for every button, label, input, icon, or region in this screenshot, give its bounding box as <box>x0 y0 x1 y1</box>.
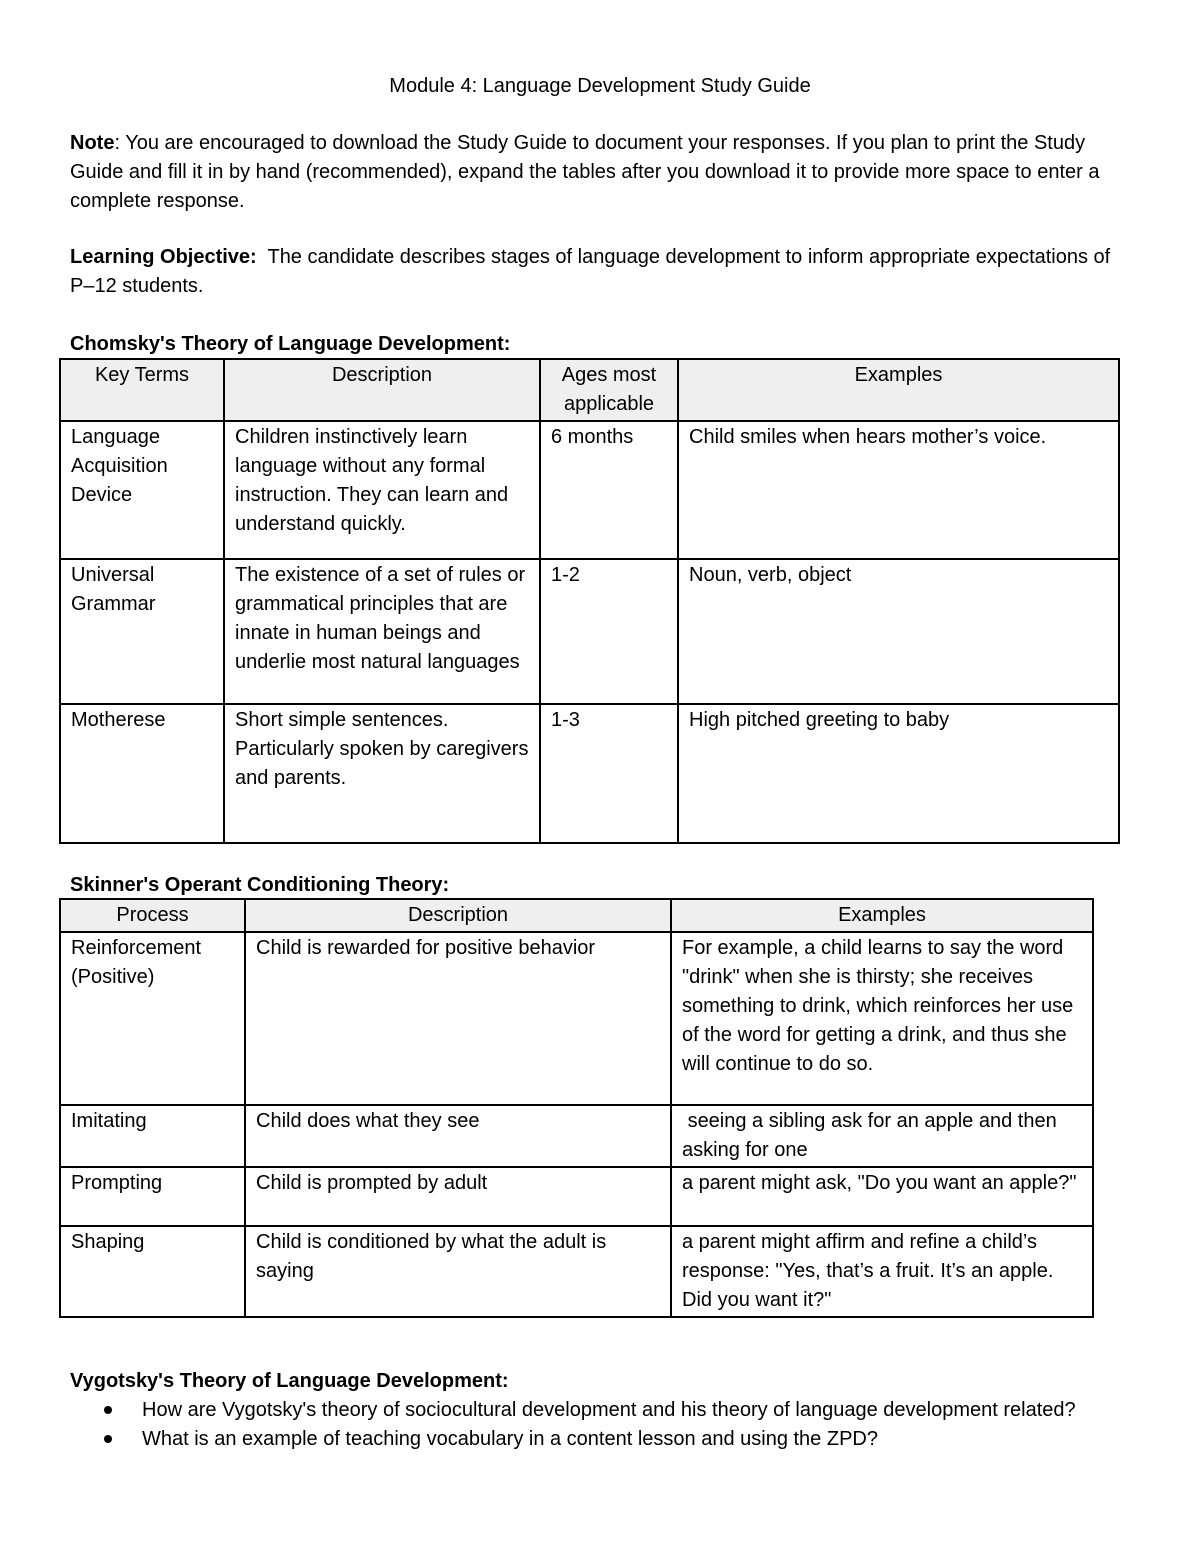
table-row <box>60 1226 1093 1317</box>
process-cell: Prompting <box>60 1167 245 1226</box>
description-cell: The existence of a set of rules or grammatical principles that are innate in human beings and underlie most natural languages <box>224 559 540 704</box>
example-cell: For example, a child learns to say the word "drink" when she is thirsty; she receives something to drink, which reinforces her use of the word for getting a drink, and thus she will continue to do so. <box>671 932 1093 1105</box>
process-cell: Shaping <box>60 1226 245 1317</box>
key-term-cell: Universal Grammar <box>60 559 224 704</box>
note-text: : You are encouraged to download the Study Guide to document your responses. If you plan to print the Study Guide and fill it in by hand (recommended), expand the tables after you download it to provide more space to enter a complete response. <box>70 132 1100 212</box>
example-cell: Noun, verb, object <box>678 559 1119 704</box>
page-title: Module 4: Language Development Study Guide <box>389 75 811 97</box>
process-cell: Imitating <box>60 1105 245 1167</box>
learning-objective-label: Learning Objective: <box>70 246 257 268</box>
vygotsky-heading: Vygotsky's Theory of Language Development: <box>70 1370 509 1392</box>
description-cell: Child is rewarded for positive behavior <box>245 932 671 1105</box>
chomsky-header-examples: Examples <box>678 359 1119 421</box>
table-row <box>60 1167 1093 1226</box>
key-term-cell: Language Acquisition Device <box>60 421 224 559</box>
description-cell: Child does what they see <box>245 1105 671 1167</box>
skinner-header-examples: Examples <box>671 899 1093 932</box>
skinner-header-description: Description <box>245 899 671 932</box>
description-cell: Children instinctively learn language without any formal instruction. They can learn and understand quickly. <box>224 421 540 559</box>
table-row <box>60 932 1093 1105</box>
bullet-icon <box>104 1435 112 1443</box>
question-text: How are Vygotsky's theory of sociocultural development and his theory of language development related? <box>142 1399 1076 1421</box>
table-row <box>60 1105 1093 1167</box>
process-cell: Reinforcement (Positive) <box>60 932 245 1105</box>
question-text: What is an example of teaching vocabulary in a content lesson and using the ZPD? <box>142 1428 878 1450</box>
chomsky-header-row <box>60 359 1119 421</box>
skinner-heading: Skinner's Operant Conditioning Theory: <box>70 874 450 896</box>
bullet-icon <box>104 1406 112 1414</box>
list-item <box>100 1396 1100 1425</box>
table-row <box>60 421 1119 559</box>
note-label: Note <box>70 132 115 154</box>
skinner-table <box>59 898 1094 1318</box>
table-row <box>60 559 1119 704</box>
example-cell: Child smiles when hears mother’s voice. <box>678 421 1119 559</box>
chomsky-header-key-terms: Key Terms <box>60 359 224 421</box>
chomsky-header-description: Description <box>224 359 540 421</box>
chomsky-table <box>59 358 1120 844</box>
example-cell: a parent might ask, "Do you want an apple?" <box>671 1167 1093 1226</box>
skinner-header-process: Process <box>60 899 245 932</box>
table-row <box>60 704 1119 843</box>
ages-cell: 6 months <box>540 421 678 559</box>
example-cell: seeing a sibling ask for an apple and then asking for one <box>671 1105 1093 1167</box>
example-cell: High pitched greeting to baby <box>678 704 1119 843</box>
example-cell: a parent might affirm and refine a child’s response: "Yes, that’s a fruit. It’s an apple. Did you want it?" <box>671 1226 1093 1317</box>
list-item <box>100 1425 1100 1454</box>
description-cell: Short simple sentences. Particularly spoken by caregivers and parents. <box>224 704 540 843</box>
learning-objective-text: The candidate describes stages of language development to inform appropriate expectations of P–12 students. <box>70 246 1116 297</box>
skinner-header-row <box>60 899 1093 932</box>
description-cell: Child is conditioned by what the adult is saying <box>245 1226 671 1317</box>
ages-cell: 1-3 <box>540 704 678 843</box>
learning-objective-paragraph <box>70 243 1130 301</box>
vygotsky-question-list <box>100 1396 1100 1454</box>
chomsky-header-ages: Ages most applicable <box>540 359 678 421</box>
key-term-cell: Motherese <box>60 704 224 843</box>
ages-cell: 1-2 <box>540 559 678 704</box>
chomsky-heading: Chomsky's Theory of Language Development: <box>70 333 511 355</box>
note-paragraph <box>70 129 1130 216</box>
description-cell: Child is prompted by adult <box>245 1167 671 1226</box>
